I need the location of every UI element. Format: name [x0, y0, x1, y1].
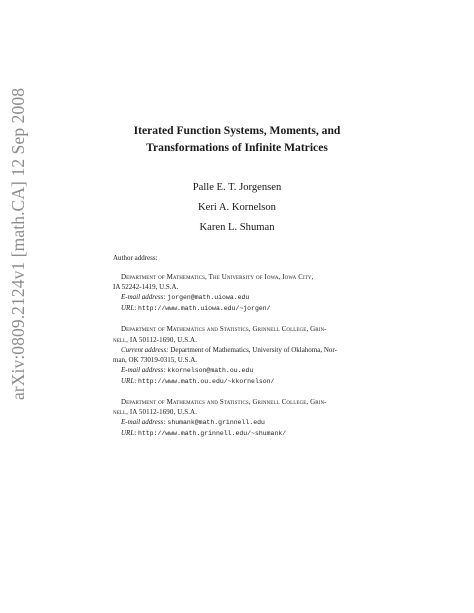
author-name: Keri A. Kornelson: [198, 202, 276, 213]
url-line: URL: http://www.math.grinnell.edu/~shumank/: [121, 429, 287, 438]
author-address: [113, 324, 381, 387]
author-address: [113, 272, 381, 314]
url-link[interactable]: http://www.math.ou.edu/~kkornelson/: [137, 377, 275, 385]
title-line-2: Transformations of Infinite Matrices: [146, 141, 328, 154]
email-address: kkornelson@math.ou.edu: [167, 366, 254, 374]
arxiv-identifier: arXiv:0809.2124v1 [math.CA] 12 Sep 2008: [8, 87, 28, 400]
department-line: Department of Mathematics and Statistics, Grinnell College, Grin-: [121, 398, 327, 407]
url-link[interactable]: http://www.math.uiowa.edu/~jorgen/: [137, 305, 271, 313]
address-heading: Author address:: [113, 254, 158, 262]
url-label: URL: [121, 304, 135, 313]
current-address-line: Current address: Department of Mathematics, University of Oklahoma, Nor-: [121, 345, 337, 354]
email-label: E-mail address: [121, 418, 164, 427]
email-address: shumank@math.grinnell.edu: [167, 419, 265, 427]
author-address: [113, 397, 381, 439]
url-link[interactable]: http://www.math.grinnell.edu/~shumank/: [137, 430, 287, 438]
author-name: Karen L. Shuman: [199, 222, 275, 233]
email-address: jorgen@math.uiowa.edu: [167, 294, 250, 302]
url-line: URL: http://www.math.ou.edu/~kkornelson/: [121, 376, 275, 385]
url-label: URL: [121, 429, 135, 438]
current-address-line-cont: man, OK 73019-0315, U.S.A.: [113, 355, 197, 364]
url-line: URL: http://www.math.uiowa.edu/~jorgen/: [121, 304, 271, 313]
current-address-label: Current address: [121, 345, 167, 354]
department-line-cont: IA 52242-1419, U.S.A.: [113, 283, 179, 292]
email-line: E-mail address: shumank@math.grinnell.edu: [121, 418, 265, 427]
email-label: E-mail address: [121, 293, 164, 302]
title-line-1: Iterated Function Systems, Moments, and: [133, 124, 341, 137]
author-list: [0, 178, 474, 238]
url-label: URL: [121, 376, 135, 385]
email-label: E-mail address: [121, 365, 164, 374]
department-line-cont: nell, IA 50112-1690, U.S.A.: [113, 408, 198, 417]
current-address-text: Department of Mathematics, University of Oklahoma, Nor-: [170, 345, 337, 354]
email-line: E-mail address: jorgen@math.uiowa.edu: [121, 293, 250, 302]
author-name: Palle E. T. Jorgensen: [192, 182, 282, 193]
paper-title: [0, 122, 474, 156]
author-address-block: [113, 253, 381, 449]
email-line: E-mail address: kkornelson@math.ou.edu: [121, 365, 254, 374]
department-line-cont: nell, IA 50112-1690, U.S.A.: [113, 335, 198, 344]
department-line: Department of Mathematics and Statistics, Grinnell College, Grin-: [121, 325, 327, 334]
department-line: Department of Mathematics, The University of Iowa, Iowa City,: [121, 273, 314, 282]
